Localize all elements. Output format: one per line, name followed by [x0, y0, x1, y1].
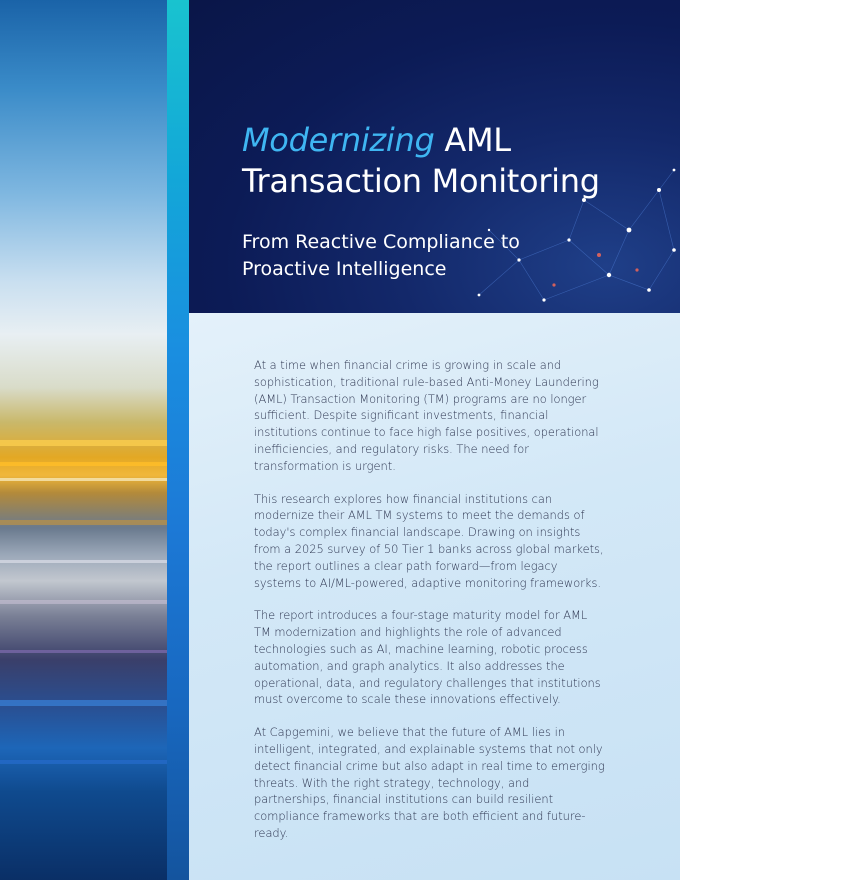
subtitle-line2: Proactive Intelligence	[242, 258, 447, 280]
intro-text	[254, 357, 606, 858]
cover-motion-image	[0, 0, 167, 880]
title-highlight: Modernizing	[242, 121, 435, 159]
spade-icon	[821, 30, 843, 58]
intro-paragraph: The report introduces a four-stage maturity model for AML TM modernization and highlights the role of advanced technologies such as AI, machine learning, robotic process automation, and graph analytics. It also addresses the operational, data, and regulatory challenges that institutions must overcome to scale these innovations effectively.	[254, 608, 601, 707]
title-line2: Transaction Monitoring	[242, 162, 600, 200]
report-title	[242, 120, 662, 202]
intro-paragraph: At a time when financial crime is growing in scale and sophistication, traditional rule-based Anti-Money Laundering (AML) Transaction Monitoring (TM) programs are no longer sufficient. Despite significant investments, financial institutions continue to face high false positives, operational inefficiencies, and regulatory risks. The need for transformation is urgent.	[254, 358, 599, 473]
subtitle-line1: From Reactive Compliance to	[242, 231, 520, 253]
capgemini-logo	[685, 30, 843, 58]
intro-paragraph: This research explores how financial institutions can modernize their AML TM systems to meet the demands of today's complex financial landscape. Drawing on insights from a 2025 survey of 50 Tier 1 banks across global markets, the report outlines a clear path forward—from legacy systems to AI/ML-powered, adaptive monitoring frameworks.	[254, 491, 604, 590]
title-line1-rest: AML	[444, 121, 511, 159]
report-subtitle	[242, 229, 602, 283]
intro-paragraph: At Capgemini, we believe that the future of AML lies in intelligent, integrated, and explainable systems that not only detect financial crime but also adapt in real time to emerging threats. With the right strategy, technology, and partnerships, financial institutions can build resilient compliance frameworks that are both efficient and future-ready.	[254, 725, 605, 840]
logo-wordmark: Capgemini	[685, 31, 818, 57]
accent-bar	[167, 0, 189, 880]
